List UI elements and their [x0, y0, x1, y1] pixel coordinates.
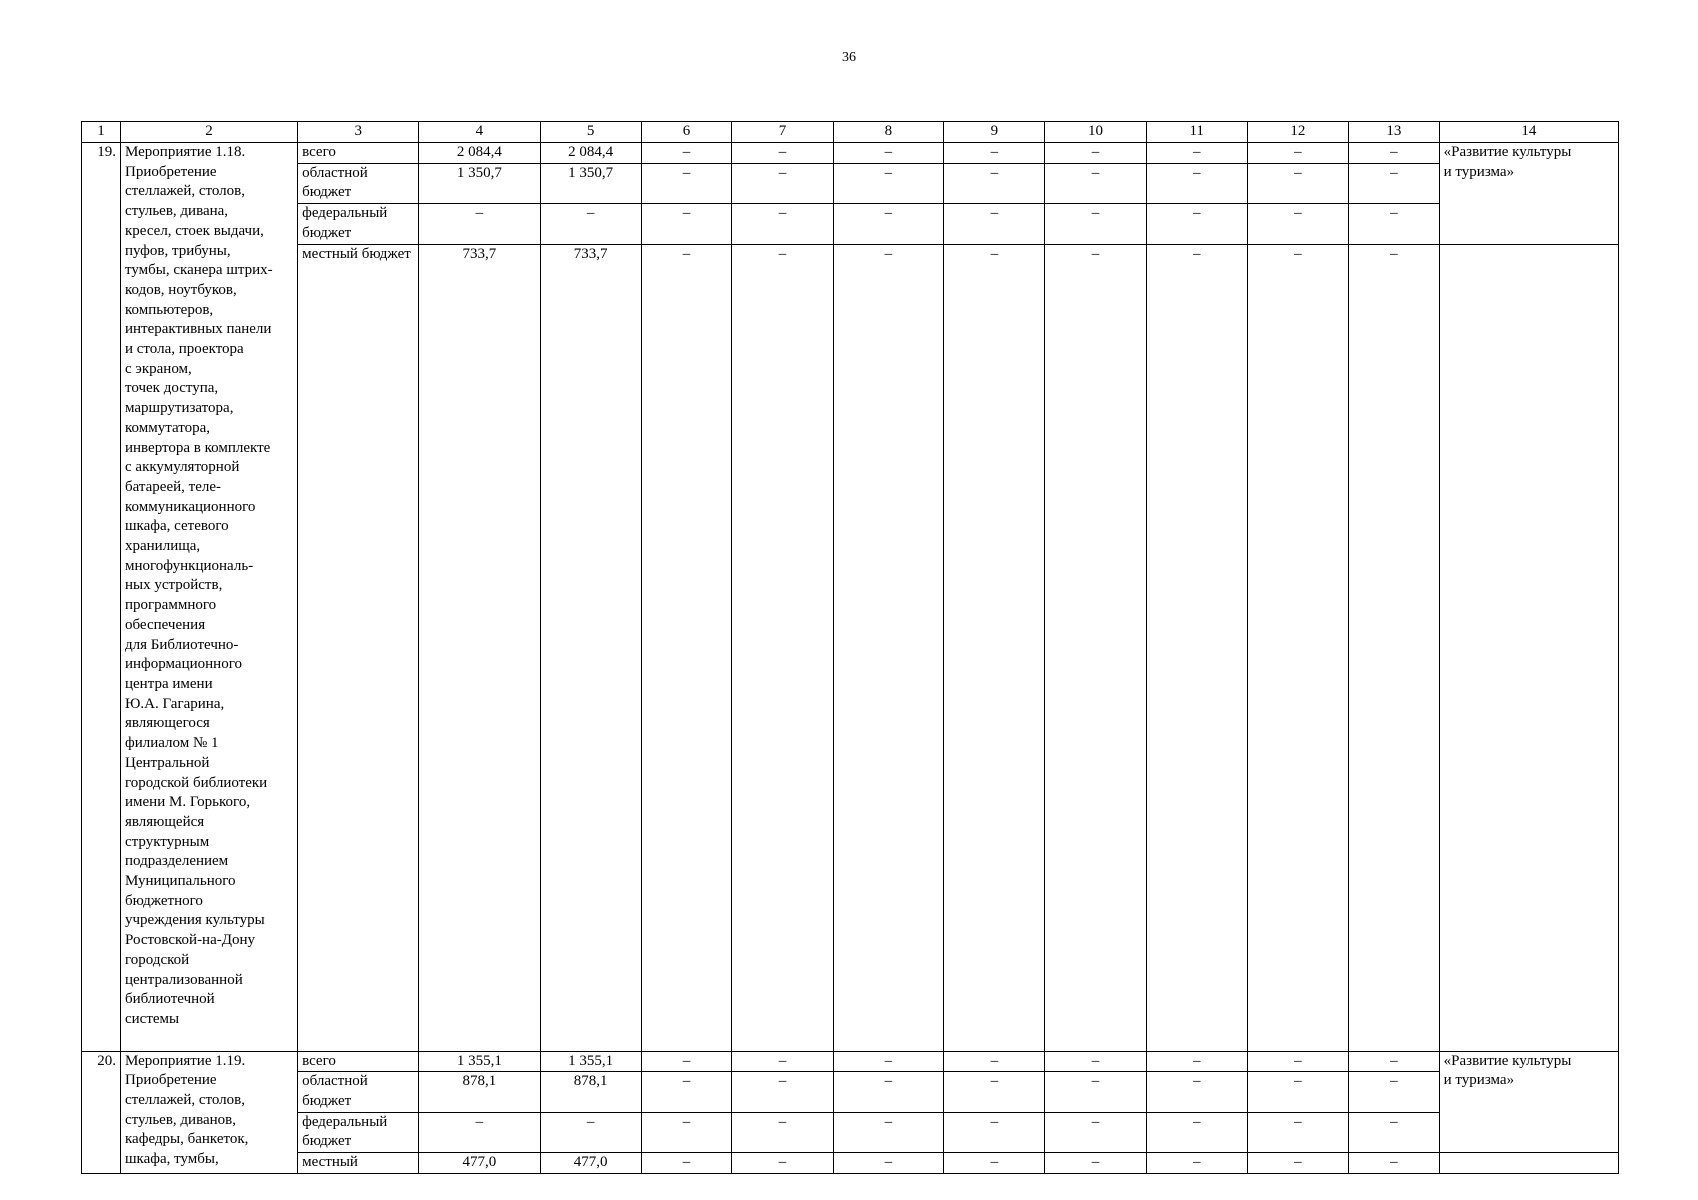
empty-year-cell: –: [944, 143, 1045, 164]
empty-year-cell: –: [1045, 1153, 1146, 1174]
table-row: [82, 244, 1619, 1051]
empty-year-cell: –: [1045, 163, 1146, 203]
empty-year-cell: –: [944, 1112, 1045, 1152]
header-cell: 11: [1146, 122, 1247, 143]
total-amount: 733,7: [419, 244, 540, 1051]
funding-source: всего: [298, 143, 419, 164]
empty-year-cell: –: [1247, 163, 1348, 203]
empty-year-cell: –: [732, 1153, 833, 1174]
empty-year-cell: –: [1349, 163, 1440, 203]
empty-year-cell: –: [944, 163, 1045, 203]
header-cell: 7: [732, 122, 833, 143]
empty-year-cell: –: [1146, 1051, 1247, 1072]
empty-year-cell: –: [1349, 143, 1440, 164]
program-empty-cell: [1439, 1153, 1618, 1174]
empty-year-cell: –: [833, 1051, 944, 1072]
year-amount: 733,7: [540, 244, 641, 1051]
empty-year-cell: –: [944, 1072, 1045, 1112]
empty-year-cell: –: [1045, 143, 1146, 164]
total-amount: –: [419, 204, 540, 244]
empty-year-cell: –: [1247, 1153, 1348, 1174]
row-number: 20.: [82, 1051, 121, 1173]
empty-year-cell: –: [732, 244, 833, 1051]
empty-year-cell: –: [732, 143, 833, 164]
header-cell: 3: [298, 122, 419, 143]
table-row: [82, 1072, 1619, 1112]
activity-description: Мероприятие 1.18. Приобретение стеллажей, столов, стульев, дивана, кресел, стоек выдачи, пуфов, трибуны, тумбы, сканера штрих- кодов, ноутбуков, компьютеров, интерактивных панели и стола, проектора с экраном, точек доступа, маршрутизатора, коммутатора, инвертора в комплекте с аккумуляторной батареей, теле- коммуникационного шкафа, сетевого хранилища, многофункциональ- ных устройств, программного обеспечения для Библиотечно- информационного центра имени Ю.А. Гагарина, являющегося филиалом № 1 Центральной городской библиотеки имени М. Горького, являющейся структурным подразделением Муниципального бюджетного учреждения культуры Ростовской-на-Дону городской централизованной библиотечной системы: [121, 143, 298, 1052]
year-amount: 1 350,7: [540, 163, 641, 203]
empty-year-cell: –: [732, 1051, 833, 1072]
total-amount: 2 084,4: [419, 143, 540, 164]
header-cell: 8: [833, 122, 944, 143]
header-cell: 14: [1439, 122, 1618, 143]
total-amount: –: [419, 1112, 540, 1152]
funding-source: федеральный бюджет: [298, 1112, 419, 1152]
empty-year-cell: –: [641, 204, 732, 244]
total-amount: 477,0: [419, 1153, 540, 1174]
total-amount: 1 350,7: [419, 163, 540, 203]
empty-year-cell: –: [1247, 244, 1348, 1051]
empty-year-cell: –: [1045, 244, 1146, 1051]
funding-source: областной бюджет: [298, 163, 419, 203]
budget-table: [81, 121, 1619, 1174]
empty-year-cell: –: [1349, 1072, 1440, 1112]
year-amount: 2 084,4: [540, 143, 641, 164]
year-amount: 477,0: [540, 1153, 641, 1174]
empty-year-cell: –: [1146, 244, 1247, 1051]
empty-year-cell: –: [1146, 143, 1247, 164]
empty-year-cell: –: [1146, 163, 1247, 203]
funding-source: всего: [298, 1051, 419, 1072]
header-cell: 9: [944, 122, 1045, 143]
empty-year-cell: –: [641, 244, 732, 1051]
empty-year-cell: –: [1146, 1153, 1247, 1174]
program-empty-cell: [1439, 244, 1618, 1051]
empty-year-cell: –: [1045, 1051, 1146, 1072]
empty-year-cell: –: [833, 163, 944, 203]
header-cell: 4: [419, 122, 540, 143]
empty-year-cell: –: [641, 143, 732, 164]
empty-year-cell: –: [1146, 204, 1247, 244]
empty-year-cell: –: [833, 1072, 944, 1112]
funding-source: областной бюджет: [298, 1072, 419, 1112]
empty-year-cell: –: [1349, 204, 1440, 244]
header-cell: 2: [121, 122, 298, 143]
empty-year-cell: –: [1146, 1072, 1247, 1112]
empty-year-cell: –: [833, 143, 944, 164]
header-cell: 5: [540, 122, 641, 143]
empty-year-cell: –: [1349, 1112, 1440, 1152]
header-cell: 1: [82, 122, 121, 143]
header-cell: 12: [1247, 122, 1348, 143]
funding-source: местный бюджет: [298, 244, 419, 1051]
page-number: 36: [842, 50, 856, 65]
activity-description: Мероприятие 1.19. Приобретение стеллажей, столов, стульев, диванов, кафедры, банкеток, шкафа, тумбы,: [121, 1051, 298, 1173]
row-number: 19.: [82, 143, 121, 1052]
empty-year-cell: –: [641, 1051, 732, 1072]
empty-year-cell: –: [1247, 1051, 1348, 1072]
empty-year-cell: –: [641, 1072, 732, 1112]
total-amount: 1 355,1: [419, 1051, 540, 1072]
empty-year-cell: –: [833, 1112, 944, 1152]
header-cell: 6: [641, 122, 732, 143]
empty-year-cell: –: [944, 244, 1045, 1051]
empty-year-cell: –: [732, 1112, 833, 1152]
empty-year-cell: –: [944, 1153, 1045, 1174]
empty-year-cell: –: [641, 1112, 732, 1152]
column-number-header-row: [82, 122, 1619, 143]
year-amount: –: [540, 1112, 641, 1152]
empty-year-cell: –: [1045, 1072, 1146, 1112]
table-row: [82, 1153, 1619, 1174]
empty-year-cell: –: [833, 204, 944, 244]
program-name: «Развитие культуры и туризма»: [1439, 143, 1618, 245]
empty-year-cell: –: [732, 163, 833, 203]
empty-year-cell: –: [1045, 1112, 1146, 1152]
empty-year-cell: –: [732, 204, 833, 244]
header-cell: 13: [1349, 122, 1440, 143]
table-row: [82, 1051, 1619, 1072]
empty-year-cell: –: [1349, 1051, 1440, 1072]
empty-year-cell: –: [641, 1153, 732, 1174]
table-row: [82, 143, 1619, 164]
empty-year-cell: –: [1045, 204, 1146, 244]
empty-year-cell: –: [1247, 1072, 1348, 1112]
header-cell: 10: [1045, 122, 1146, 143]
empty-year-cell: –: [1247, 1112, 1348, 1152]
empty-year-cell: –: [1247, 204, 1348, 244]
program-name: «Развитие культуры и туризма»: [1439, 1051, 1618, 1153]
year-amount: 878,1: [540, 1072, 641, 1112]
funding-source: федеральный бюджет: [298, 204, 419, 244]
empty-year-cell: –: [1349, 244, 1440, 1051]
empty-year-cell: –: [1146, 1112, 1247, 1152]
empty-year-cell: –: [833, 244, 944, 1051]
empty-year-cell: –: [1247, 143, 1348, 164]
table-row: [82, 163, 1619, 203]
empty-year-cell: –: [732, 1072, 833, 1112]
empty-year-cell: –: [641, 163, 732, 203]
year-amount: 1 355,1: [540, 1051, 641, 1072]
empty-year-cell: –: [1349, 1153, 1440, 1174]
empty-year-cell: –: [833, 1153, 944, 1174]
empty-year-cell: –: [944, 1051, 1045, 1072]
total-amount: 878,1: [419, 1072, 540, 1112]
year-amount: –: [540, 204, 641, 244]
table-row: [82, 1112, 1619, 1152]
funding-source: местный: [298, 1153, 419, 1174]
empty-year-cell: –: [944, 204, 1045, 244]
table-row: [82, 204, 1619, 244]
